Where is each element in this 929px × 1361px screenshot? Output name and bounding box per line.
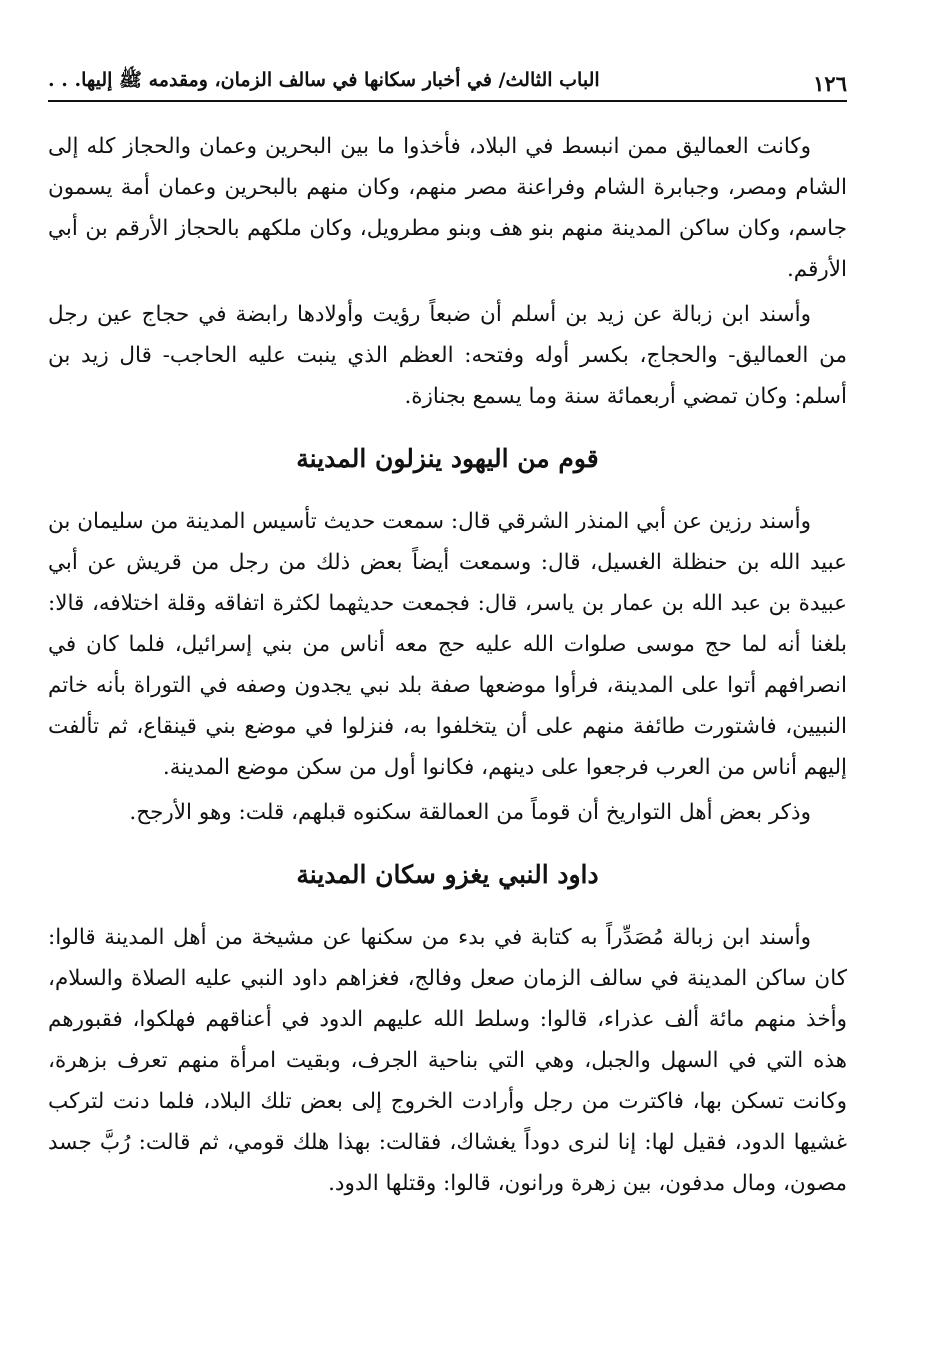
running-title: الباب الثالث/ في أخبار سكانها في سالف الزمان، ومقدمه ﷺ إليها. . . [48,69,600,91]
paragraph: وأسند ابن زبالة عن زيد بن أسلم أن ضبعاً رؤيت وأولادها رابضة في حجاج عين رجل من العماليق- والحجاج، بكسر أوله وفتحه: العظم الذي ينبت عليه الحاجب- قال زيد بن أسلم: وكان تمضي أربعمائة سنة وما يسمع بجنازة. [48,302,847,409]
paragraph: وأسند ابن زبالة مُصَدِّراً به كتابة في بدء من سكنها عن مشيخة من أهل المدينة قالوا: كان ساكن المدينة في سالف الزمان صعل وفالج، فغزاهم داود النبي عليه الصلاة والسلام، وأخذ منهم مائة ألف عذراء، قالوا: وسلط الله عليهم الدود في أعناقهم فهلكوا، فقبورهم هذه التي في السهل والجبل، وهي التي بناحية الجرف، وبقيت امرأة منهم تعرف بزهرة، وكانت تسكن بها، فاكترت من رجل وأرادت الخروج إلى بعض تلك البلاد، فلما دنت لتركب غشيها الدود، فقيل لها: إنا لنرى دوداً يغشاك، فقالت: بهذا هلك قومي، ثم قالت: رُبَّ جسد مصون، ومال مدفون، بين زهرة ورانون، قالوا: وقتلها الدود. [48,925,847,1196]
paragraph: وكانت العماليق ممن انبسط في البلاد، فأخذوا ما بين البحرين وعمان والحجاز كله إلى الشام ومصر، وجبابرة الشام وفراعنة مصر منهم، وكان منهم بالبحرين وعمان أمة يسمون جاسم، وكان ساكن المدينة منهم بنو هف وبنو مطرويل، وكان ملكهم بالحجاز الأرقم بن أبي الأرقم. [48,134,847,282]
page-number: ١٢٦ [813,71,847,96]
paragraph: وذكر بعض أهل التواريخ أن قوماً من العمالقة سكنوه قبلهم، قلت: وهو الأرجح. [129,800,811,825]
paragraph: وأسند رزين عن أبي المنذر الشرقي قال: سمعت حديث تأسيس المدينة من سليمان بن عبيد الله بن حنظلة الغسيل، قال: وسمعت أيضاً بعض ذلك من رجل من قريش عن أبي عبيدة بن عبد الله بن عمار بن ياسر، قال: فجمعت حديثهما لكثرة اتفاقه وقلة اختلافه، قالا: بلغنا أنه لما حج موسى صلوات الله عليه حج معه أناس من بني إسرائيل، فلما كان في انصرافهم أتوا على المدينة، فرأوا موضعها صفة بلد نبي يجدون وصفه في التوراة بأنه خاتم النبيين، فاشتورت طائفة منهم على أن يتخلفوا به، فنزلوا في موضع بني قينقاع، ثم تألفت إليهم أناس من العرب فرجعوا على دينهم، فكانوا أول من سكن موضع المدينة. [48,509,847,780]
page-content [48,126,847,1208]
section-heading: داود النبي يغزو سكان المدينة [296,860,599,889]
running-header [48,62,847,102]
section-heading: قوم من اليهود ينزلون المدينة [296,444,599,473]
